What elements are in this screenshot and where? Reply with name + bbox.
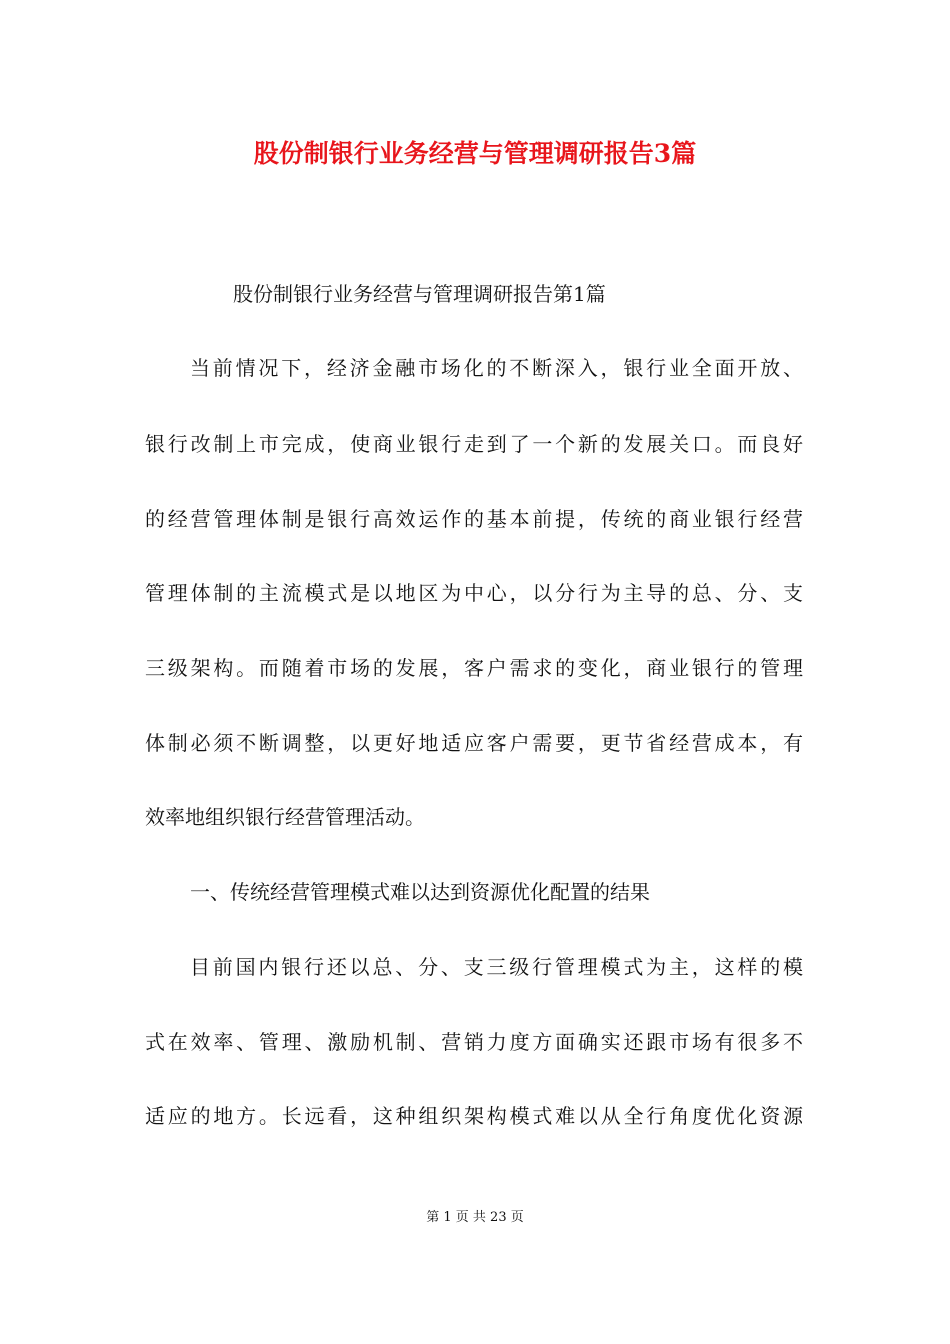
document-title: 股份制银行业务经营与管理调研报告3篇 xyxy=(253,139,697,168)
paragraph-3-line-2: 式在效率、管理、激励机制、营销力度方面确实还跟市场有很多不 xyxy=(145,1030,803,1054)
paragraph-1-line-7: 效率地组织银行经营管理活动。 xyxy=(145,805,425,829)
paragraph-1-line-5: 三级架构。而随着市场的发展，客户需求的变化，商业银行的管理 xyxy=(145,656,803,680)
paragraph-1-line-2: 银行改制上市完成，使商业银行走到了一个新的发展关口。而良好 xyxy=(145,432,803,456)
paragraph-3-line-3: 适应的地方。长远看，这种组织架构模式难以从全行角度优化资源 xyxy=(145,1104,803,1128)
section-heading-1: 一、传统经营管理模式难以达到资源优化配置的结果 xyxy=(190,880,650,904)
page-indicator: 第 1 页 共 23 页 xyxy=(426,1210,524,1225)
paragraph-1-line-6: 体制必须不断调整，以更好地适应客户需要，更节省经营成本，有 xyxy=(145,731,803,755)
section-subtitle: 股份制银行业务经营与管理调研报告第1篇 xyxy=(233,282,606,306)
paragraph-1-line-4: 管理体制的主流模式是以地区为中心，以分行为主导的总、分、支 xyxy=(145,581,803,605)
paragraph-1-line-1: 当前情况下，经济金融市场化的不断深入，银行业全面开放、 xyxy=(190,356,803,380)
paragraph-1-line-3: 的经营管理体制是银行高效运作的基本前提，传统的商业银行经营 xyxy=(145,507,803,531)
paragraph-3-line-1: 目前国内银行还以总、分、支三级行管理模式为主，这样的模 xyxy=(190,955,803,979)
